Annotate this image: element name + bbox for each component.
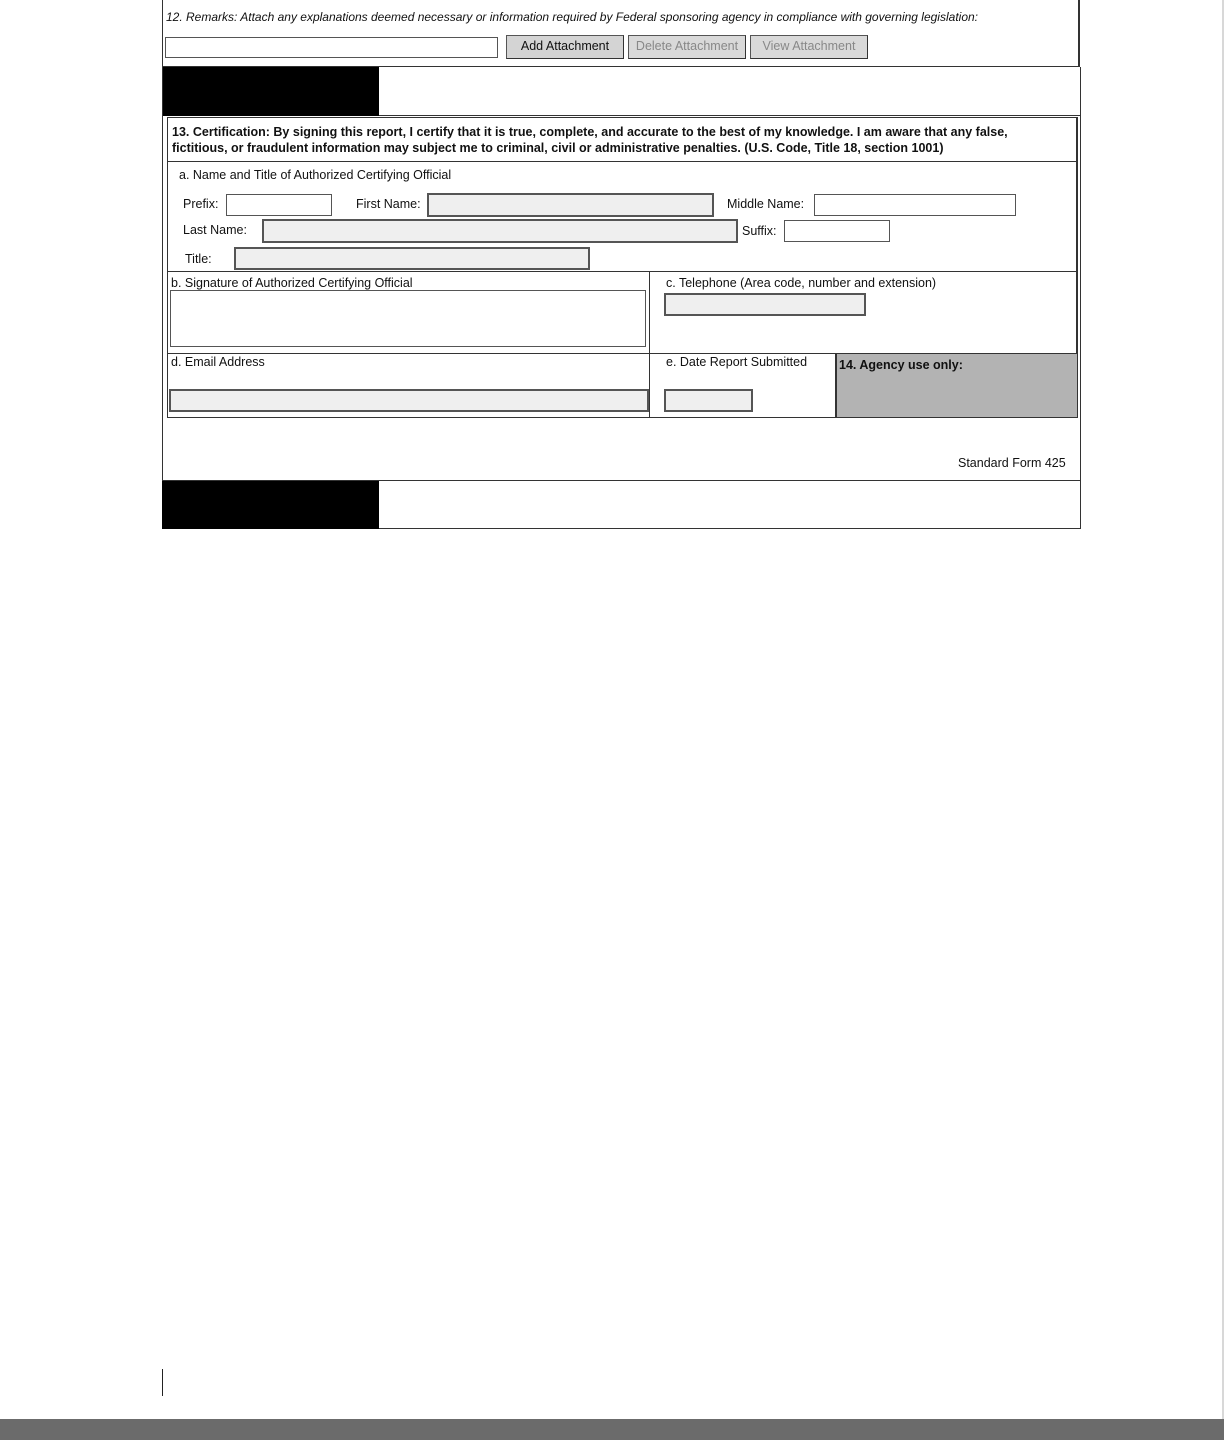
prefix-input[interactable] <box>226 194 332 216</box>
telephone-label: c. Telephone (Area code, number and extension) <box>666 276 937 290</box>
name-title-label: a. Name and Title of Authorized Certifying Official <box>179 168 452 182</box>
email-input[interactable] <box>169 389 649 412</box>
divider <box>167 161 1078 162</box>
page-margin-line <box>162 1369 163 1396</box>
attachment-name-input[interactable] <box>165 37 498 58</box>
middle-name-input[interactable] <box>814 194 1016 216</box>
delete-attachment-button[interactable]: Delete Attachment <box>628 35 746 59</box>
last-name-input[interactable] <box>262 219 738 243</box>
signature-box[interactable] <box>170 290 646 347</box>
telephone-input[interactable] <box>664 293 866 316</box>
middle-name-label: Middle Name: <box>727 197 805 211</box>
divider <box>649 271 650 418</box>
certification-heading-line1: 13. Certification: By signing this report, I certify that it is true, complete, and accurate to the best of my knowledge. I am aware that any false, <box>172 125 1008 139</box>
view-attachment-button[interactable]: View Attachment <box>750 35 868 59</box>
suffix-label: Suffix: <box>742 224 777 238</box>
last-name-label: Last Name: <box>183 223 247 237</box>
signature-label: b. Signature of Authorized Certifying Official <box>171 276 413 290</box>
add-attachment-button[interactable]: Add Attachment <box>506 35 624 59</box>
divider <box>167 271 1078 272</box>
prefix-label: Prefix: <box>183 197 219 211</box>
suffix-input[interactable] <box>784 220 890 242</box>
title-input[interactable] <box>234 247 590 270</box>
email-label: d. Email Address <box>171 355 265 369</box>
bottom-gray-bar <box>0 1419 1224 1440</box>
agency-use-label: 14. Agency use only: <box>839 358 963 372</box>
first-name-input[interactable] <box>427 193 714 217</box>
form-name: Standard Form 425 <box>958 456 1066 470</box>
certification-heading-line2: fictitious, or fraudulent information may subject me to criminal, civil or administrative penalties. (U.S. Code, Title 18, section 1001) <box>172 141 944 155</box>
first-name-label: First Name: <box>356 197 421 211</box>
redaction-bar <box>162 481 379 529</box>
remarks-label: 12. Remarks: Attach any explanations deemed necessary or information required by Federal sponsoring agency in compliance with governing legislation: <box>166 10 978 24</box>
date-submitted-input[interactable] <box>664 389 753 412</box>
date-submitted-label: e. Date Report Submitted <box>666 355 808 369</box>
title-label: Title: <box>185 252 212 266</box>
